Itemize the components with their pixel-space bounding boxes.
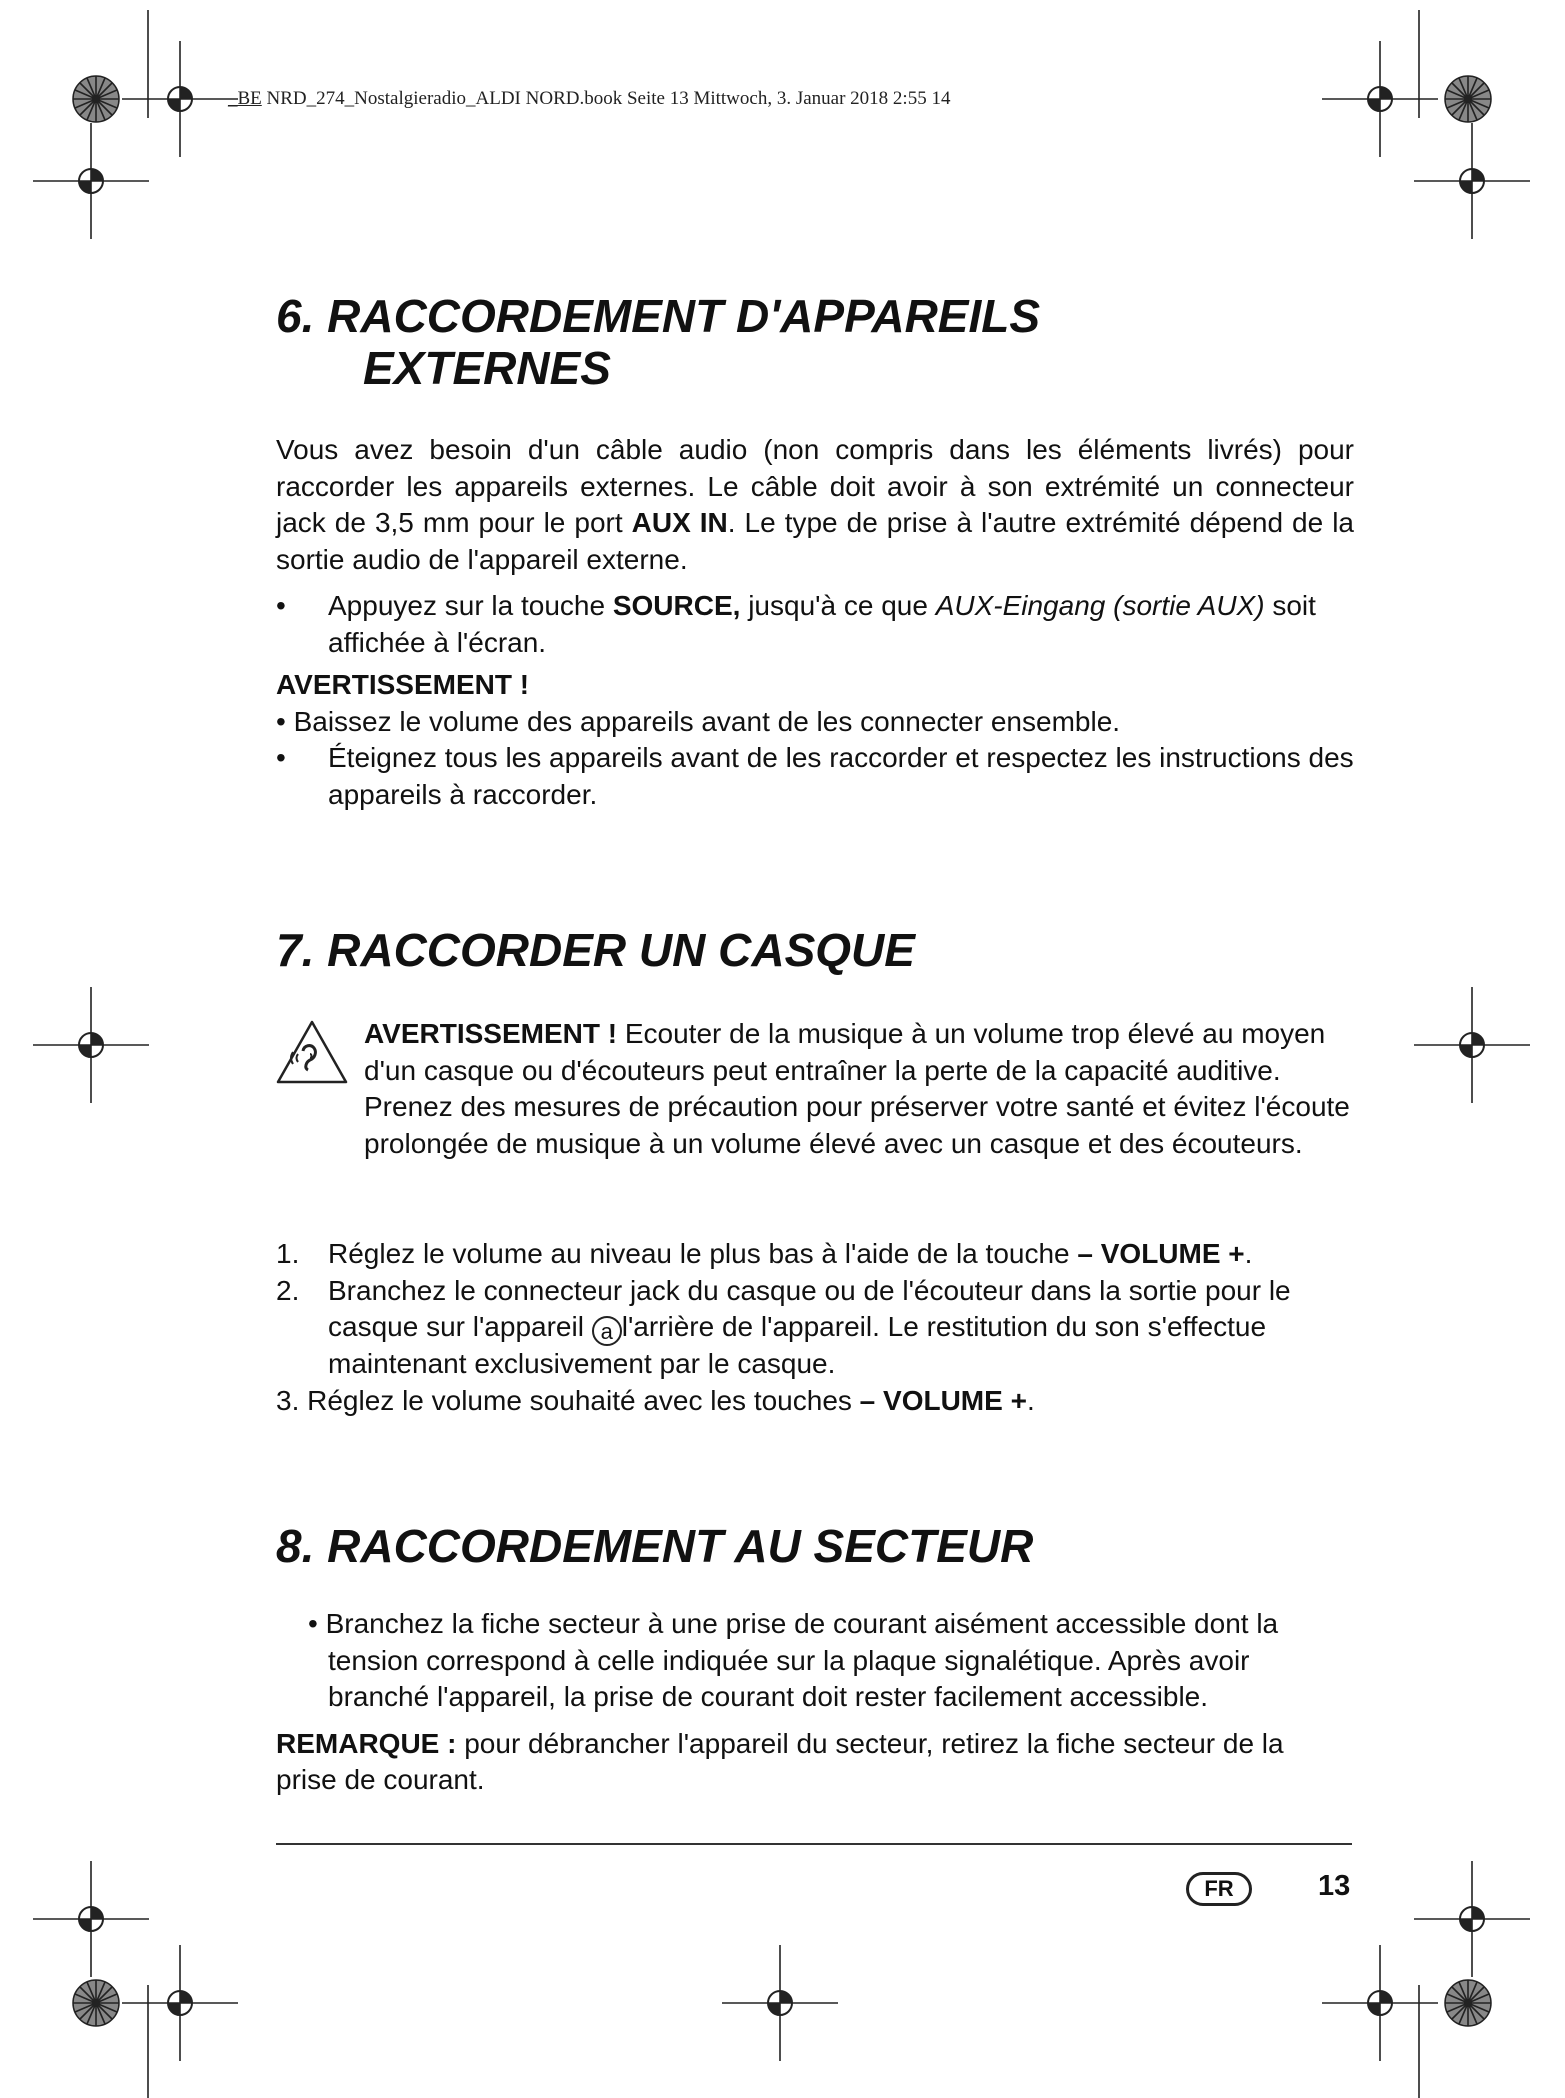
section-8-note [276, 1726, 1352, 1799]
step-3-a: 3. Réglez le volume souhaité avec les touches [276, 1384, 860, 1416]
section-7-warning-label: AVERTISSEMENT ! [364, 1018, 618, 1049]
step-1-a: Réglez le volume au niveau le plus bas à l'aide de la touche [328, 1238, 1078, 1269]
language-badge: FR [1186, 1872, 1252, 1906]
print-header-text: NRD_274_Nostalgieradio_ALDI NORD.book Seite 13 Mittwoch, 3. Januar 2018 2:55 14 [266, 88, 951, 109]
bullet-source-key: SOURCE, [612, 590, 741, 621]
bullet-source-text [328, 588, 1354, 661]
step-1-c: . [1244, 1238, 1253, 1269]
section-7-warning-text: Ecouter de la musique à un volume trop élevé au moyen d'un casque ou d'écouteurs peut entraîner la perte de la capacité auditive. Prenez des mesures de précaution pour préserver votre santé et évitez l'écoute prolongée de musique à un volume élevé avec un casque et des écouteurs. [364, 1018, 1350, 1159]
section-6-warning-line1: • Baissez le volume des appareils avant de les connecter ensemble. [276, 705, 1121, 737]
section-7-warning [364, 1016, 1354, 1162]
hearing-warning-icon [274, 1018, 350, 1086]
step-3 [276, 1383, 1352, 1420]
intro-text-a: Vous avez besoin d'un câble audio (non compris dans les éléments livrés) pour raccorder les appareils externes. Le câble doit avoir à son extrémité un connecteur jack de 3,5 mm pour le port [276, 434, 1354, 538]
step-3-c: . [1026, 1384, 1035, 1416]
bullet-source-display: AUX-Eingang (sortie AUX) [935, 590, 1265, 621]
bullet-mark: • [276, 742, 286, 773]
section-6-title [276, 290, 1352, 394]
section-6-body [276, 432, 1354, 813]
intro-aux-in: AUX IN [631, 507, 728, 538]
section-8-title: 8. RACCORDEMENT AU SECTEUR [276, 1520, 1034, 1572]
section-8-bullet: • Branchez la fiche secteur à une prise de courant aisément accessible dont la tension correspond à celle indiquée sur la plaque signalétique. Après avoir branché l'appareil, la prise de courant doit rester facilement accessible. [308, 1608, 1279, 1712]
footer-rule [276, 1843, 1352, 1845]
page-number: 13 [1318, 1870, 1351, 1902]
section-6 [276, 290, 1352, 394]
intro-text-c: . Le type de prise à l'autre extrémité dépend de la sortie audio de l'appareil externe. [276, 507, 1354, 575]
section-8-body [276, 1606, 1352, 1799]
step-2-number: 2. [276, 1274, 300, 1306]
circled-a-icon: a [592, 1316, 622, 1346]
warning-heading-text: AVERTISSEMENT ! [276, 669, 530, 700]
step-1-volume: – VOLUME + [1077, 1238, 1245, 1269]
step-1-text [328, 1236, 1352, 1273]
step-1 [276, 1236, 1352, 1273]
section-6-bullet-source [276, 588, 1354, 661]
section-7-title: 7. RACCORDER UN CASQUE [276, 924, 915, 976]
step-1-number: 1. [276, 1238, 300, 1269]
print-header [228, 88, 950, 110]
bullet-source-c: jusqu'à ce que [740, 590, 936, 621]
section-6-title-line1: 6. RACCORDEMENT D'APPAREILS [276, 290, 1041, 342]
warning-line2-text: Éteignez tous les appareils avant de les raccorder et respectez les instructions des appareils à raccorder. [328, 742, 1354, 810]
section-6-warning-line2 [276, 740, 1354, 813]
section-6-title-line2: EXTERNES [363, 342, 611, 394]
section-7-steps [276, 1236, 1352, 1419]
section-6-warning-heading [276, 667, 1354, 704]
step-2-a: Branchez le connecteur jack du casque ou de l'écouteur dans la sortie pour le casque sur l'appareil [328, 1274, 1291, 1342]
section-8-note-label: REMARQUE : [276, 1727, 457, 1759]
section-8-note-text: pour débrancher l'appareil du secteur, retirez la fiche secteur de la prise de courant. [276, 1727, 1284, 1795]
step-3-volume: – VOLUME + [859, 1384, 1027, 1416]
step-2-text [328, 1273, 1352, 1383]
bullet-source-a: Appuyez sur la touche [328, 590, 613, 621]
section-6-intro-paragraph [276, 432, 1354, 578]
print-header-prefix: _BE [228, 88, 262, 109]
step-2 [276, 1273, 1352, 1383]
step-2-b: l'arrière de l'appareil. Le restitution du son s'effectue maintenant exclusivement par le casque. [328, 1311, 1267, 1379]
bullet-mark: • [276, 590, 286, 621]
bullet-source-e: soit affichée à l'écran. [328, 590, 1316, 658]
